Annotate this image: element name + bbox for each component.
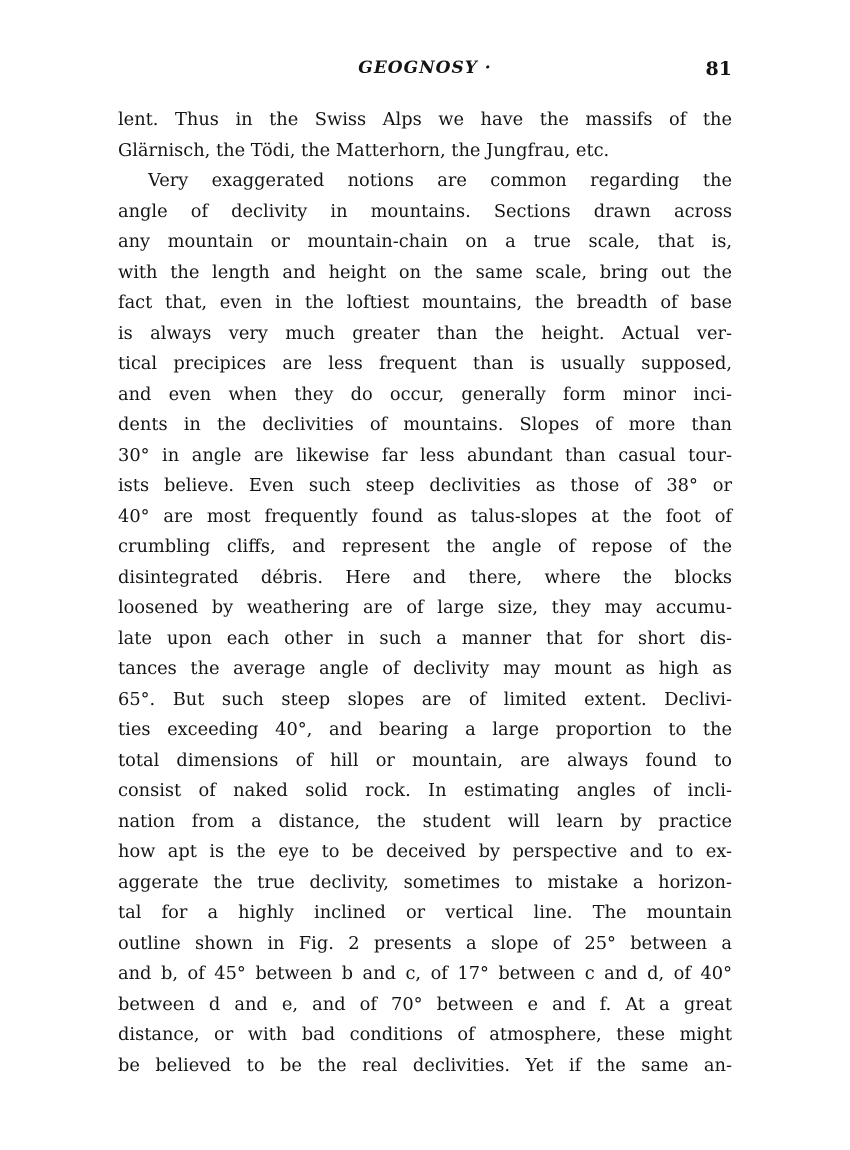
text-line: tances the average angle of declivity may mount as high as [118,658,732,679]
text-line: angle of declivity in mountains. Sections drawn across [118,200,732,222]
text-line: be believed to be the real declivities. Yet if the same an- [118,1054,732,1076]
text-line: distance, or with bad conditions of atmosphere, these might [118,1024,732,1045]
text-line: crumbling cliffs, and represent the angle of repose of the [118,536,732,557]
text-line: and b, of 45° between b and c, of 17° between c and d, of 40° [118,963,732,984]
paragraph-first-line: Very exaggerated notions are common regarding the [148,170,732,191]
text-line: how apt is the eye to be deceived by perspective and to ex- [118,841,732,862]
page-number: 81 [705,58,732,80]
text-line: lent. Thus in the Swiss Alps we have the massifs of the [118,109,732,130]
text-line: ists believe. Even such steep declivities as those of 38° or [118,475,732,496]
body-text [118,105,732,1081]
text-line: fact that, even in the loftiest mountains, the breadth of base [118,292,732,313]
text-line: consist of naked solid rock. In estimating angles of incli- [118,780,732,801]
text-line: loosened by weathering are of large size, they may accumu- [118,597,732,618]
text-line: disintegrated débris. Here and there, where the blocks [118,566,732,588]
text-line: total dimensions of hill or mountain, are always found to [118,749,732,771]
text-line: 40° are most frequently found as talus-slopes at the foot of [118,505,732,527]
text-line: outline shown in Fig. 2 presents a slope of 25° between a [118,932,732,954]
text-line: Glärnisch, the Tödi, the Matterhorn, the Jungfrau, etc. [118,139,610,161]
text-line: 65°. But such steep slopes are of limited extent. Declivi- [118,688,732,710]
text-line: any mountain or mountain-chain on a true scale, that is, [118,231,732,252]
text-line: dents in the declivities of mountains. Slopes of more than [118,414,732,435]
text-line: with the length and height on the same scale, bring out the [118,261,732,283]
text-line: and even when they do occur, generally form minor inci- [118,383,732,405]
text-line: aggerate the true declivity, sometimes to mistake a horizon- [118,871,732,893]
text-line: ties exceeding 40°, and bearing a large proportion to the [118,719,732,740]
text-line: nation from a distance, the student will learn by practice [118,810,732,832]
text-line: 30° in angle are likewise far less abundant than casual tour- [118,444,732,466]
page-header [118,58,732,88]
running-head: GEOGNOSY · [358,58,492,78]
text-line: between d and e, and of 70° between e and f. At a great [118,993,732,1015]
text-line: tical precipices are less frequent than is usually supposed, [118,353,732,374]
text-line: is always very much greater than the height. Actual ver- [118,322,732,344]
text-line: late upon each other in such a manner that for short dis- [118,627,732,649]
text-line: tal for a highly inclined or vertical line. The mountain [118,902,732,923]
